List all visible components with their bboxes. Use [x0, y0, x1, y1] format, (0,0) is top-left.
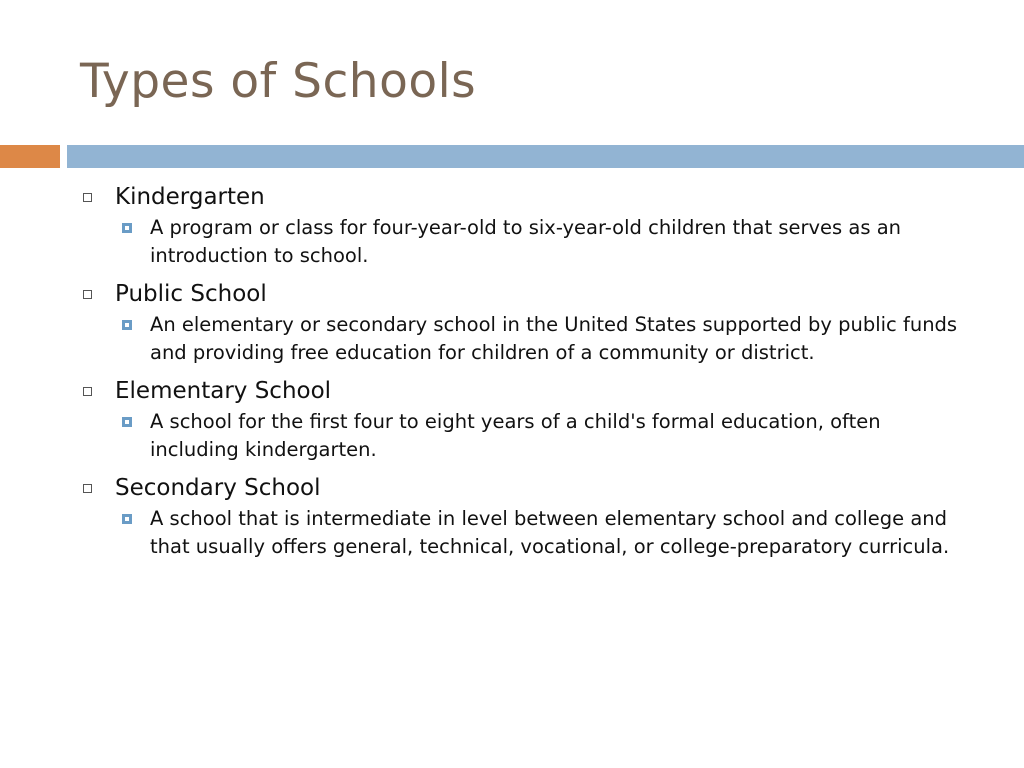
sub-bullet-secondary-school-definition: [150, 505, 970, 561]
accent-bar-blue: [67, 145, 1024, 168]
bullet-item-secondary-school: [80, 472, 980, 504]
bullet-item-kindergarten: [80, 181, 980, 213]
slide-body: [80, 181, 980, 569]
bullet-definition: A school that is intermediate in level between elementary school and college and that usually offers general, technical, vocational, or college-preparatory curricula.: [150, 507, 950, 558]
hollow-square-bullet-icon: [83, 193, 92, 202]
hollow-square-bullet-icon: [83, 484, 92, 493]
filled-square-bullet-icon: [122, 320, 132, 330]
bullet-item-public-school: [80, 278, 980, 310]
filled-square-bullet-icon: [122, 223, 132, 233]
accent-bar-orange: [0, 145, 60, 168]
bullet-term: Kindergarten: [115, 184, 265, 210]
filled-square-bullet-icon: [122, 417, 132, 427]
hollow-square-bullet-icon: [83, 290, 92, 299]
bullet-definition: A program or class for four-year-old to six-year-old children that serves as an introduction to school.: [150, 216, 902, 267]
bullet-definition: A school for the first four to eight years of a child's formal education, often including kindergarten.: [150, 410, 881, 461]
slide-title: Types of Schools: [80, 54, 477, 109]
filled-square-bullet-icon: [122, 514, 132, 524]
bullet-term: Public School: [115, 281, 267, 307]
bullet-item-elementary-school: [80, 375, 980, 407]
hollow-square-bullet-icon: [83, 387, 92, 396]
sub-bullet-public-school-definition: [150, 311, 970, 367]
bullet-term: Elementary School: [115, 378, 332, 404]
sub-bullet-elementary-school-definition: [150, 408, 970, 464]
bullet-definition: An elementary or secondary school in the United States supported by public funds and providing free education for children of a community or district.: [150, 313, 958, 364]
bullet-term: Secondary School: [115, 475, 321, 501]
sub-bullet-kindergarten-definition: [150, 214, 970, 270]
